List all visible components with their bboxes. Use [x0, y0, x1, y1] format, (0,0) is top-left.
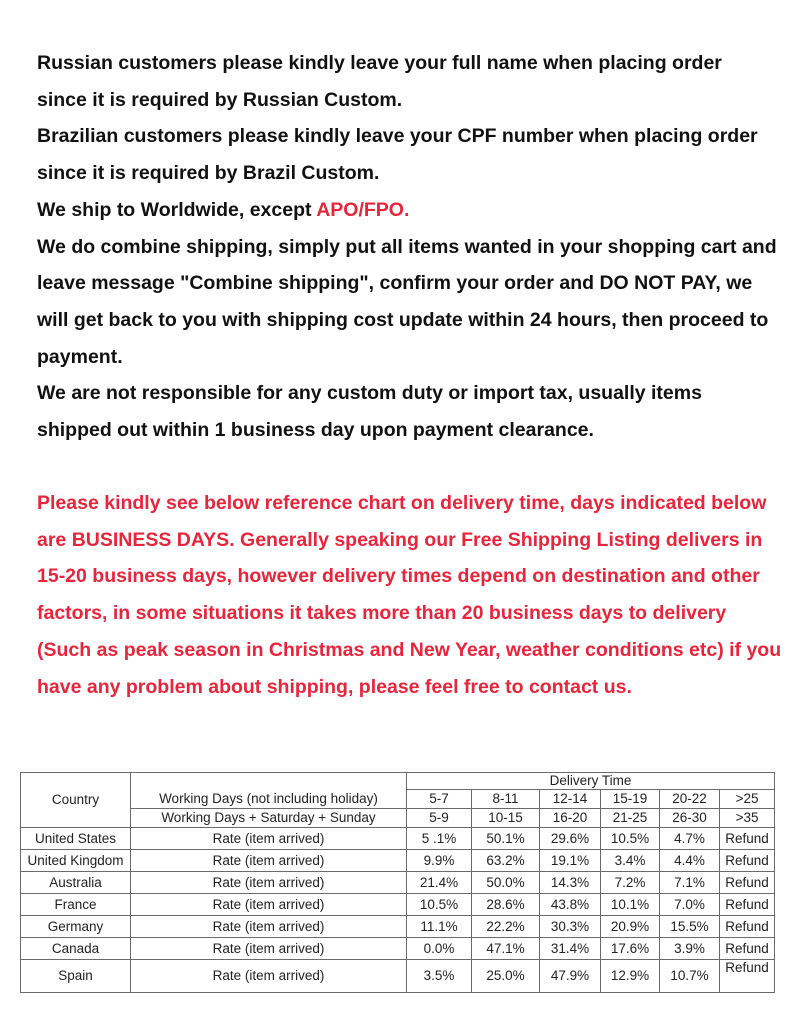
rate-cell: 10.5%: [601, 828, 660, 850]
working-days-row: [21, 790, 775, 809]
rate-label-cell: Rate (item arrived): [131, 850, 407, 872]
working-range-cell: >25: [720, 790, 775, 809]
calendar-days-label: Working Days + Saturday + Sunday: [131, 809, 407, 828]
brazilian-customers-note: Brazilian customers please kindly leave your CPF number when placing order since it is required by Brazil Custom.: [37, 125, 758, 185]
rate-cell: 0.0%: [407, 938, 472, 960]
rate-cell: 47.9%: [540, 960, 601, 993]
rate-label-cell: Rate (item arrived): [131, 916, 407, 938]
delivery-time-table: [20, 772, 775, 993]
rate-cell: 11.1%: [407, 916, 472, 938]
rate-cell: 31.4%: [540, 938, 601, 960]
rate-label-cell: Rate (item arrived): [131, 828, 407, 850]
country-cell: Germany: [21, 916, 131, 938]
custom-duty-note: We are not responsible for any custom duty or import tax, usually items shipped out within 1 business day upon payment clearance.: [37, 382, 702, 442]
apo-fpo-exception: APO/FPO.: [316, 198, 410, 221]
rate-cell: 29.6%: [540, 828, 601, 850]
table-row: [21, 938, 775, 960]
table-row: [21, 828, 775, 850]
refund-cell: Refund: [720, 828, 775, 850]
rate-cell: 47.1%: [472, 938, 540, 960]
rate-cell: 17.6%: [601, 938, 660, 960]
working-range-cell: 5-7: [407, 790, 472, 809]
table-row: [21, 894, 775, 916]
rate-cell: 22.2%: [472, 916, 540, 938]
refund-cell: Refund: [720, 894, 775, 916]
country-cell: United Kingdom: [21, 850, 131, 872]
rate-cell: 20.9%: [601, 916, 660, 938]
rate-cell: 50.0%: [472, 872, 540, 894]
calendar-range-cell: >35: [720, 809, 775, 828]
delivery-time-header: Delivery Time: [407, 773, 775, 790]
refund-cell: Refund: [720, 960, 775, 993]
rate-label-cell: Rate (item arrived): [131, 960, 407, 993]
rate-cell: 4.4%: [660, 850, 720, 872]
rate-cell: 50.1%: [472, 828, 540, 850]
calendar-range-cell: 21-25: [601, 809, 660, 828]
combine-shipping-note: We do combine shipping, simply put all items wanted in your shopping cart and leave message "Combine shipping", confirm your order and DO NOT PAY, we will get back to you with shipping cost update within 24 hours, then proceed to payment.: [37, 235, 777, 368]
calendar-range-cell: 10-15: [472, 809, 540, 828]
rate-cell: 28.6%: [472, 894, 540, 916]
rate-cell: 10.7%: [660, 960, 720, 993]
rate-cell: 14.3%: [540, 872, 601, 894]
rate-cell: 10.1%: [601, 894, 660, 916]
rate-cell: 4.7%: [660, 828, 720, 850]
calendar-range-cell: 16-20: [540, 809, 601, 828]
country-cell: France: [21, 894, 131, 916]
refund-cell: Refund: [720, 916, 775, 938]
country-cell: Australia: [21, 872, 131, 894]
rate-cell: 3.5%: [407, 960, 472, 993]
refund-cell: Refund: [720, 850, 775, 872]
refund-cell: Refund: [720, 872, 775, 894]
worldwide-shipping-text: We ship to Worldwide, except: [37, 198, 317, 221]
rate-cell: 19.1%: [540, 850, 601, 872]
rate-cell: 12.9%: [601, 960, 660, 993]
country-header: Country: [21, 773, 131, 828]
working-days-label: Working Days (not including holiday): [131, 790, 407, 809]
country-cell: Canada: [21, 938, 131, 960]
shipping-notes: [37, 45, 777, 449]
rate-cell: 7.0%: [660, 894, 720, 916]
table-header-row: [21, 773, 775, 790]
working-range-cell: 15-19: [601, 790, 660, 809]
rate-cell: 5 .1%: [407, 828, 472, 850]
refund-cell: Refund: [720, 938, 775, 960]
rate-cell: 7.1%: [660, 872, 720, 894]
rate-cell: 25.0%: [472, 960, 540, 993]
calendar-range-cell: 26-30: [660, 809, 720, 828]
rate-cell: 7.2%: [601, 872, 660, 894]
calendar-range-cell: 5-9: [407, 809, 472, 828]
rate-cell: 9.9%: [407, 850, 472, 872]
rate-label-cell: Rate (item arrived): [131, 938, 407, 960]
table-row: [21, 960, 775, 993]
working-range-cell: 8-11: [472, 790, 540, 809]
calendar-days-row: [21, 809, 775, 828]
rate-cell: 10.5%: [407, 894, 472, 916]
rate-cell: 3.9%: [660, 938, 720, 960]
rate-cell: 21.4%: [407, 872, 472, 894]
working-range-cell: 12-14: [540, 790, 601, 809]
table-row: [21, 916, 775, 938]
delivery-time-notice: Please kindly see below reference chart on delivery time, days indicated below are BUSINESS DAYS. Generally speaking our Free Shipping Listing delivers in 15-20 business days, however delivery times depend on destination and other factors, in some situations it takes more than 20 business days to delivery (Such as peak season in Christmas and New Year, weather conditions etc) if you have any problem about shipping, please feel free to contact us.: [37, 492, 782, 698]
working-range-cell: 20-22: [660, 790, 720, 809]
rate-label-cell: Rate (item arrived): [131, 894, 407, 916]
rate-cell: 30.3%: [540, 916, 601, 938]
table-row: [21, 850, 775, 872]
rate-cell: 63.2%: [472, 850, 540, 872]
rate-label-cell: Rate (item arrived): [131, 872, 407, 894]
worldwide-shipping-note: [37, 192, 777, 229]
rate-cell: 43.8%: [540, 894, 601, 916]
table-row: [21, 872, 775, 894]
country-cell: United States: [21, 828, 131, 850]
russian-customers-note: Russian customers please kindly leave your full name when placing order since it is required by Russian Custom.: [37, 52, 722, 111]
rate-cell: 3.4%: [601, 850, 660, 872]
rate-cell: 15.5%: [660, 916, 720, 938]
country-cell: Spain: [21, 960, 131, 993]
